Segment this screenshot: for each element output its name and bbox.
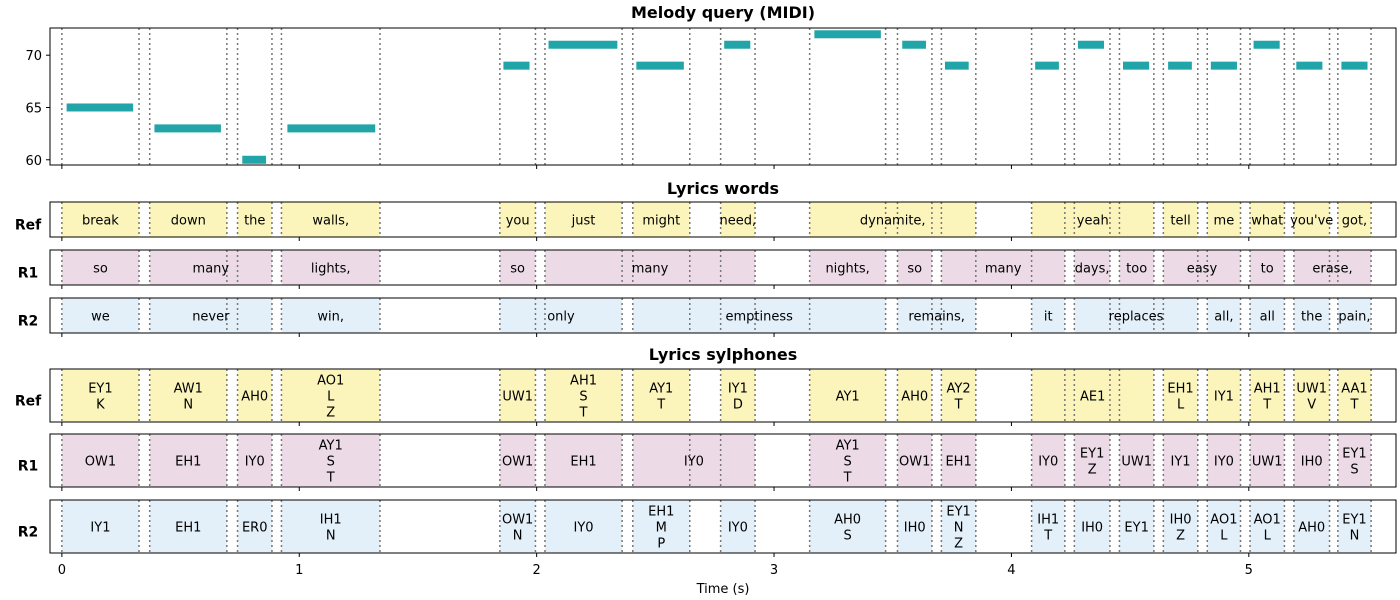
segment-label-line: L xyxy=(327,389,335,405)
segment-label-line: EY1 xyxy=(1079,446,1105,462)
sylphones-panel xyxy=(15,345,1396,557)
segment-label xyxy=(1080,390,1105,405)
segment-label xyxy=(1260,310,1275,325)
segment-label-line: pain, xyxy=(1338,309,1371,325)
segment-label-line: Z xyxy=(954,536,964,552)
segment-label xyxy=(860,214,926,229)
segment-label xyxy=(317,310,344,325)
segment-label-line: EY1 xyxy=(88,381,113,397)
y-tick-label: 70 xyxy=(25,49,42,65)
melody-note xyxy=(1123,62,1149,70)
segment-label-line: AO1 xyxy=(317,373,345,389)
segment-label-line: too xyxy=(1126,261,1148,277)
segment-label xyxy=(1077,214,1109,229)
segment-label-line: IY0 xyxy=(1038,454,1059,470)
segment-label xyxy=(1109,310,1164,325)
melody-note xyxy=(67,103,133,111)
segment-label xyxy=(506,214,530,229)
segment-label-line: walls, xyxy=(312,213,350,229)
segment-label-line: AH0 xyxy=(901,389,929,405)
melody-note xyxy=(503,62,529,70)
segment-label-line: S xyxy=(843,454,852,470)
segment-label-line: N xyxy=(325,528,336,544)
segment-label-line: S xyxy=(579,389,588,405)
segment-label-line: me xyxy=(1213,213,1235,229)
row-label: R2 xyxy=(17,313,39,330)
x-axis xyxy=(58,563,1253,597)
row-label: R1 xyxy=(17,458,39,475)
segment-label xyxy=(1187,262,1218,277)
segment-label xyxy=(242,521,268,536)
melody-note xyxy=(287,124,375,132)
segment-label xyxy=(245,455,265,470)
segment-label-line: UW1 xyxy=(1251,454,1283,470)
segment-label-line: we xyxy=(91,309,110,325)
segment-label-line: tell xyxy=(1170,213,1191,229)
segment-label xyxy=(1290,214,1333,229)
sylphones-row-r2 xyxy=(18,500,1396,557)
y-tick-label: 65 xyxy=(25,101,42,117)
words-row-r2 xyxy=(18,298,1396,337)
segment-label-line: L xyxy=(1176,397,1185,413)
segment-label xyxy=(1171,455,1191,470)
melody-note xyxy=(154,124,220,132)
segment-label xyxy=(899,455,930,470)
segment-label-line: IY1 xyxy=(90,520,111,536)
segment-label-line: AA1 xyxy=(1341,381,1368,397)
segment-label xyxy=(725,310,793,325)
segment-label-line: you've xyxy=(1290,213,1334,229)
segment-label-line: OW1 xyxy=(501,454,534,470)
segment-label xyxy=(570,455,596,470)
segment-label-line: OW1 xyxy=(84,454,117,470)
segment-label-line: EH1 xyxy=(570,454,597,470)
segment-label xyxy=(1214,310,1233,325)
segment-label-line: down xyxy=(170,213,206,229)
melody-note xyxy=(636,62,683,70)
segment-label xyxy=(1081,521,1103,536)
sylphones-row-ref xyxy=(15,369,1396,426)
segment-label-line: IY0 xyxy=(727,520,748,536)
segment-label-line: IH0 xyxy=(1081,520,1104,536)
segment-label xyxy=(908,310,964,325)
segment-label xyxy=(547,310,575,325)
segment-label-line: only xyxy=(547,309,575,325)
segment-label-line: AH0 xyxy=(834,512,862,528)
melody-plot-area xyxy=(50,28,1396,165)
melody-note xyxy=(1078,41,1104,49)
sylphones-row-r1 xyxy=(18,434,1396,491)
segment-label xyxy=(244,214,265,229)
segment-label xyxy=(985,262,1022,277)
segment-label xyxy=(632,262,669,277)
segment-label xyxy=(642,214,680,229)
segment-label xyxy=(85,455,116,470)
segment-label-line: AO1 xyxy=(1253,512,1281,528)
segment-label-line: the xyxy=(244,213,266,229)
segment-label-line: days, xyxy=(1074,261,1110,277)
words-title: Lyrics words xyxy=(666,179,780,198)
segment-label xyxy=(945,455,971,470)
segment-label-line: S xyxy=(1350,462,1359,478)
melody-note xyxy=(902,41,926,49)
segment-label xyxy=(1075,262,1110,277)
segment-label-line: AW1 xyxy=(173,381,203,397)
segment-label-line: IH0 xyxy=(903,520,926,536)
segment-label xyxy=(1252,455,1283,470)
segment-label-line: EY1 xyxy=(1342,512,1367,528)
segment-label-line: K xyxy=(96,397,105,413)
segment-label-line: break xyxy=(82,213,119,229)
segment-label xyxy=(193,262,230,277)
x-axis-label: Time (s) xyxy=(696,582,750,597)
segment-label xyxy=(1342,214,1367,229)
row-label: R1 xyxy=(17,265,39,282)
segment-label-line: AY1 xyxy=(318,438,343,454)
segment-label-line: AH1 xyxy=(570,373,598,389)
segment-label xyxy=(836,390,860,405)
segment-label-line: EY1 xyxy=(1342,446,1367,462)
x-tick-label: 5 xyxy=(1244,563,1253,578)
segment-label-line: IH1 xyxy=(1037,512,1060,528)
segment-label xyxy=(1298,521,1325,536)
row-label: Ref xyxy=(14,217,42,234)
segment-label-line: EY1 xyxy=(946,504,971,520)
segment-label xyxy=(728,521,748,536)
segment-label-line: T xyxy=(954,397,963,413)
words-panel xyxy=(15,179,1396,337)
segment-label-line: T xyxy=(1350,397,1359,413)
segment-label xyxy=(574,521,594,536)
words-row-ref xyxy=(15,202,1396,241)
segment-label-line: UW1 xyxy=(1121,454,1152,470)
segment-label-line: OW1 xyxy=(899,454,931,470)
segment-label xyxy=(1251,214,1283,229)
y-tick-label: 60 xyxy=(25,153,42,169)
segment-label-line: AH0 xyxy=(1298,520,1326,536)
segment-label xyxy=(1170,214,1190,229)
melody-note xyxy=(814,30,880,38)
segment-label-line: got, xyxy=(1341,213,1368,229)
segment-label xyxy=(1312,262,1352,277)
segment-label-line: yeah xyxy=(1076,213,1109,229)
segment-label-line: need, xyxy=(719,213,757,229)
segment-label xyxy=(312,214,349,229)
melody-title: Melody query (MIDI) xyxy=(630,3,816,22)
segment-label xyxy=(502,390,533,405)
segment-label-line: IY1 xyxy=(727,381,748,397)
segment-label xyxy=(175,521,201,536)
segment-label-line: IY1 xyxy=(1170,454,1191,470)
segment-label xyxy=(904,521,926,536)
segment-label-line: IY0 xyxy=(683,454,704,470)
segment-label-line: to xyxy=(1260,261,1274,277)
segment-label xyxy=(825,262,869,277)
segment-label xyxy=(241,390,268,405)
x-tick-label: 4 xyxy=(1007,563,1016,578)
segment-label-line: AH1 xyxy=(1253,381,1281,397)
segment-label-line: IH0 xyxy=(1169,512,1192,528)
segment-label-line: so xyxy=(510,261,526,277)
segment-label-line: V xyxy=(1307,397,1317,413)
segment-label-line: EH1 xyxy=(1167,381,1194,397)
segment-label-line: EY1 xyxy=(1124,520,1149,536)
melody-note xyxy=(1341,62,1367,70)
segment-label xyxy=(1126,262,1147,277)
segment-label-line: Z xyxy=(326,405,336,421)
segment-label-line: T xyxy=(1263,397,1272,413)
segment-label-line: just xyxy=(571,213,596,229)
segment-label-line: AY2 xyxy=(946,381,971,397)
segment-label-line: L xyxy=(1220,528,1228,544)
segment-label-line: IY0 xyxy=(244,454,265,470)
melody-note xyxy=(1254,41,1280,49)
segment-label xyxy=(1044,310,1053,325)
segment-label-line: N xyxy=(953,520,964,536)
segment-label-line: IY0 xyxy=(1213,454,1234,470)
segment-label-line: win, xyxy=(317,309,345,325)
segment-label-line: many xyxy=(192,261,230,277)
segment-label-line: the xyxy=(1301,309,1323,325)
segment-label-line: AO1 xyxy=(1210,512,1238,528)
segment-label xyxy=(93,262,108,277)
segment-label-line: IY1 xyxy=(1213,389,1234,405)
segment-label-line: many xyxy=(984,261,1022,277)
segment-label xyxy=(1214,214,1235,229)
segment-label-line: AH0 xyxy=(241,389,269,405)
segment-label-line: N xyxy=(183,397,194,413)
segment-label-line: S xyxy=(326,454,335,470)
melody-note xyxy=(1035,62,1059,70)
segment-label xyxy=(90,521,110,536)
segment-label-line: what xyxy=(1251,213,1284,229)
segment-label xyxy=(502,455,533,470)
melody-note xyxy=(242,156,266,164)
segment-label-line: might xyxy=(642,213,681,229)
segment-label-line: OW1 xyxy=(501,512,534,528)
segment-label-line: Z xyxy=(1087,462,1097,478)
segment-label-line: nights, xyxy=(825,261,870,277)
x-tick-label: 2 xyxy=(532,563,541,578)
segment-label-line: lights, xyxy=(310,261,351,277)
segment-label-line: P xyxy=(657,536,666,552)
segment-label-line: so xyxy=(907,261,923,277)
segment-label-line: N xyxy=(1349,528,1360,544)
segment-label xyxy=(1301,310,1322,325)
segment-label xyxy=(1338,310,1370,325)
segment-label-line: T xyxy=(326,470,335,486)
segment-label-line: ER0 xyxy=(241,520,268,536)
segment-label xyxy=(1301,455,1323,470)
segment-label-line: T xyxy=(843,470,852,486)
words-row-r1 xyxy=(18,250,1396,289)
segment-label-line: IH0 xyxy=(1300,454,1323,470)
segment-label-line: it xyxy=(1043,309,1053,325)
x-tick-label: 0 xyxy=(57,563,67,578)
segment-label-line: all, xyxy=(1214,309,1234,325)
segment-label xyxy=(901,390,928,405)
segment-label-line: many xyxy=(631,261,669,277)
melody-note xyxy=(1296,62,1322,70)
melody-note xyxy=(1168,62,1192,70)
x-tick-label: 3 xyxy=(769,563,779,578)
segment-label-line: AY1 xyxy=(649,381,674,397)
segment-label-line: EH1 xyxy=(175,454,202,470)
segment-label-line: Z xyxy=(1176,528,1186,544)
melody-note xyxy=(945,62,969,70)
segment-label-line: T xyxy=(657,397,666,413)
segment-label-line: all xyxy=(1259,309,1275,325)
row-label: R2 xyxy=(17,524,39,541)
segment-label xyxy=(1038,455,1058,470)
segment-label xyxy=(171,214,206,229)
segment-label-line: L xyxy=(1263,528,1271,544)
segment-label-line: you xyxy=(505,213,530,229)
segment-label xyxy=(571,214,596,229)
segment-label-line: dynamite, xyxy=(859,213,926,229)
segment-label-line: AY1 xyxy=(835,389,860,405)
segment-label xyxy=(192,310,230,325)
segment-label xyxy=(1121,455,1152,470)
segment-label-line: N xyxy=(512,528,523,544)
segment-label-line: IH1 xyxy=(319,512,342,528)
segment-label-line: T xyxy=(579,405,588,421)
segment-label xyxy=(684,455,704,470)
row-label: Ref xyxy=(14,393,42,410)
segment-label-line: IY0 xyxy=(573,520,594,536)
segment-label-line: D xyxy=(732,397,743,413)
segment-label-line: EH1 xyxy=(648,504,675,520)
segment-label xyxy=(1124,521,1148,536)
sylphones-title: Lyrics sylphones xyxy=(648,345,798,364)
segment-label xyxy=(311,262,351,277)
segment-label xyxy=(907,262,922,277)
segment-label-line: AE1 xyxy=(1080,389,1106,405)
segment-label xyxy=(1214,455,1234,470)
segment-label-line: UW1 xyxy=(1296,381,1328,397)
segment-label xyxy=(510,262,525,277)
segment-label-line: T xyxy=(1044,528,1053,544)
segment-label-line: EH1 xyxy=(945,454,972,470)
melody-note xyxy=(549,41,618,49)
segment-label xyxy=(175,455,201,470)
melody-note xyxy=(1211,62,1237,70)
segment-label-line: remains, xyxy=(908,309,965,325)
segment-label xyxy=(91,310,110,325)
segment-label xyxy=(82,214,119,229)
segment-label xyxy=(720,214,757,229)
melody-note xyxy=(724,41,750,49)
segment-label-line: replaces xyxy=(1108,309,1164,325)
segment-label-line: erase, xyxy=(1312,261,1353,277)
x-tick-label: 1 xyxy=(295,563,304,578)
segment-label-line: so xyxy=(93,261,108,277)
melody-panel xyxy=(25,3,1396,169)
segment-label-line: emptiness xyxy=(725,309,793,325)
segment-label-line: UW1 xyxy=(502,389,533,405)
segment-label-line: M xyxy=(655,520,667,536)
segment-label-line: AY1 xyxy=(835,438,860,454)
segment-label xyxy=(1214,390,1234,405)
segment-label-line: easy xyxy=(1186,261,1218,277)
segment-label-line: S xyxy=(843,528,852,544)
segment-label-line: never xyxy=(192,309,230,325)
segment-label-line: EH1 xyxy=(175,520,202,536)
segment-label xyxy=(1261,262,1274,277)
